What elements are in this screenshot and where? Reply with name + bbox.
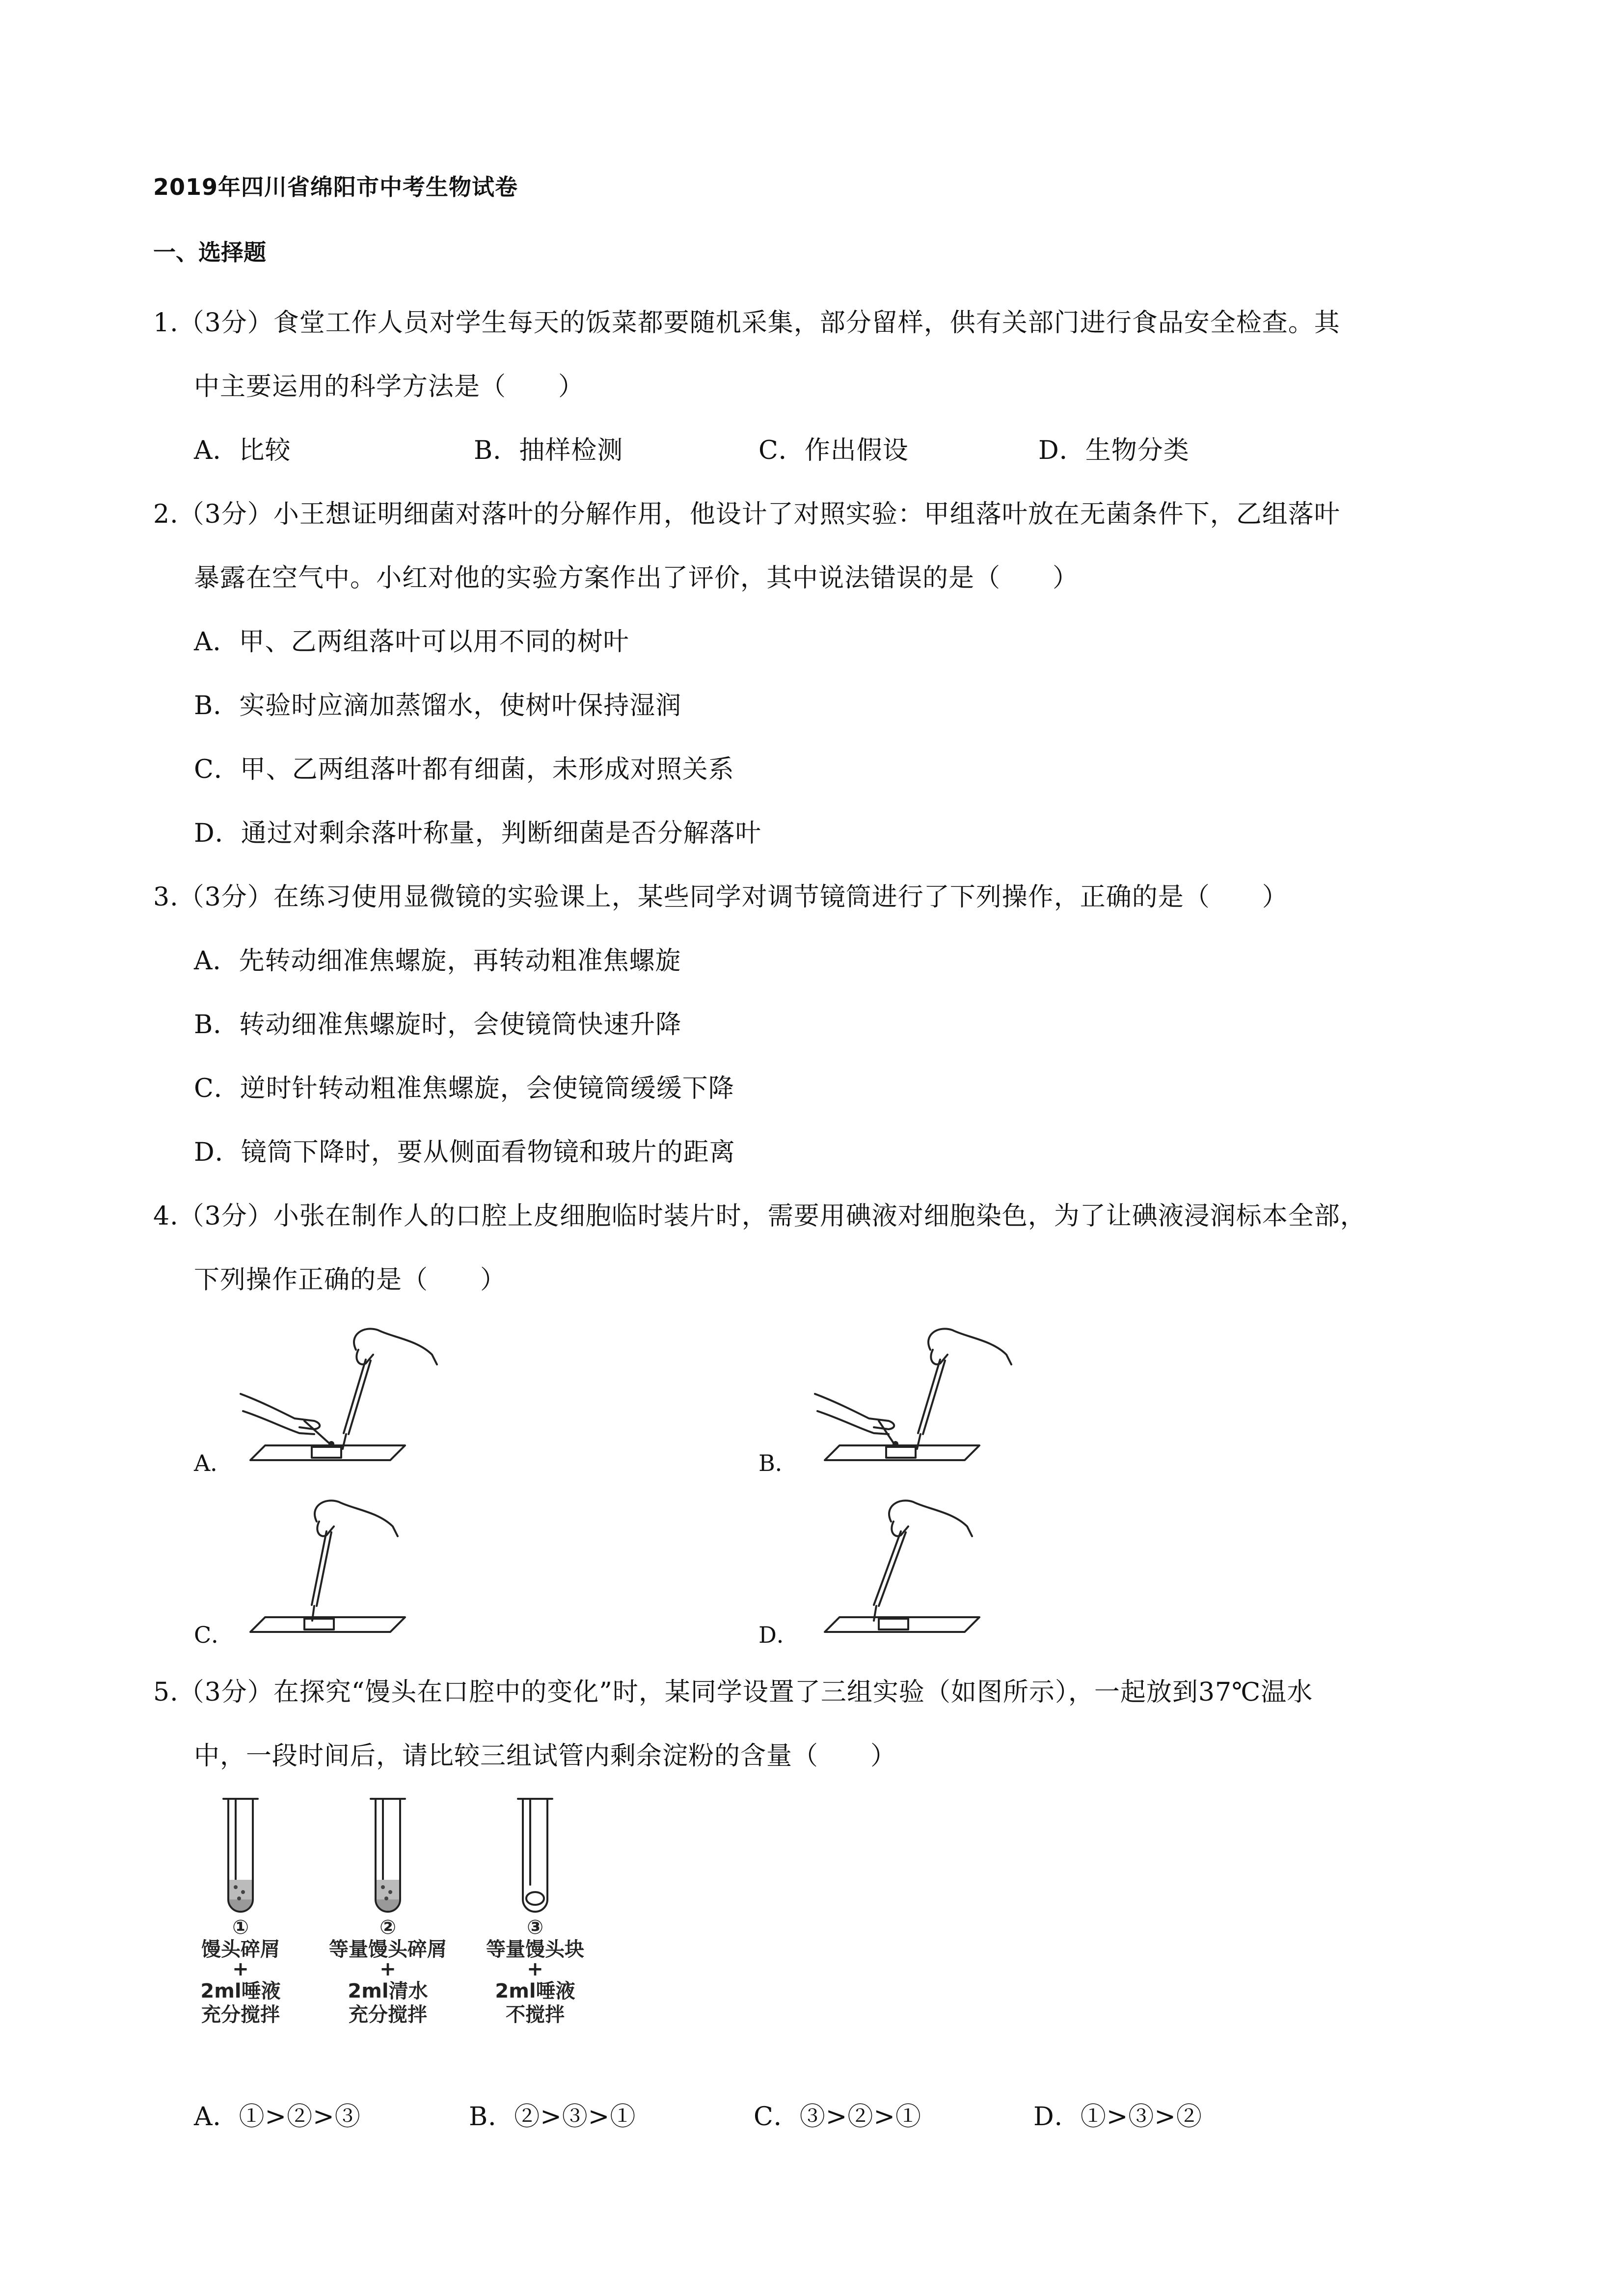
test-tube-2 — [371, 1799, 405, 1912]
q2-option-b: B．实验时应滴加蒸馏水，使树叶保持湿润 — [194, 691, 682, 721]
tube-3-stir: 不搅拌 — [506, 2003, 565, 2026]
tube-1-content: 馒头碎屑 — [201, 1938, 280, 1961]
q1-stem-line2: 中主要运用的科学方法是（ ） — [194, 372, 585, 401]
q4-figure-c — [231, 1492, 447, 1644]
q4-figure-a — [231, 1320, 447, 1472]
test-tube-1 — [223, 1799, 258, 1912]
q5-option-c: C．③>②>① — [754, 2102, 921, 2132]
q2-stem-line2: 暴露在空气中。小红对他的实验方案作出了评价，其中说法错误的是（ ） — [194, 563, 1079, 593]
q1-option-d: D．生物分类 — [1038, 436, 1190, 465]
q4-stem-line1: 4.（3分）小张在制作人的口腔上皮细胞临时装片时，需要用碘液对细胞染色，为了让碘液浸润标本全部， — [153, 1201, 1366, 1231]
q3-stem-line1: 3.（3分）在练习使用显微镜的实验课上，某些同学对调节镜筒进行了下列操作，正确的是（ ） — [153, 882, 1288, 912]
q5-test-tubes-figure — [194, 1787, 636, 2081]
page-title: 2019年四川省绵阳市中考生物试卷 — [153, 174, 518, 200]
tube-1-number: ① — [232, 1916, 249, 1939]
q4-option-d-label: D． — [758, 1622, 799, 1648]
q5-option-d: D．①>③>② — [1033, 2102, 1202, 2132]
tube-2-stir: 充分搅拌 — [349, 2003, 427, 2026]
q1-option-a: A．比较 — [194, 436, 291, 465]
q4-option-c-label: C． — [194, 1622, 234, 1648]
tube-3-plus: + — [527, 1958, 543, 1980]
q3-option-c: C．逆时针转动粗准焦螺旋，会使镜筒缓缓下降 — [194, 1074, 734, 1103]
tube-2-content: 等量馒头碎屑 — [329, 1938, 447, 1961]
q4-figure-b — [805, 1320, 1021, 1472]
q1-option-c: C．作出假设 — [758, 436, 909, 465]
q2-option-c: C．甲、乙两组落叶都有细菌，未形成对照关系 — [194, 755, 734, 784]
tube-2-number: ② — [379, 1916, 396, 1939]
test-tube-3 — [518, 1799, 552, 1912]
tube-3-liquid: 2ml唾液 — [495, 1980, 575, 2002]
section-heading: 一、选择题 — [153, 239, 266, 266]
q5-option-a: A．①>②>③ — [194, 2102, 361, 2132]
q5-stem-line1: 5.（3分）在探究“馒头在口腔中的变化”时，某同学设置了三组实验（如图所示），一起放到37℃温水 — [153, 1678, 1313, 1707]
q2-stem-line1: 2.（3分）小王想证明细菌对落叶的分解作用，他设计了对照实验：甲组落叶放在无菌条件下，乙组落叶 — [153, 500, 1340, 529]
q4-figure-d — [805, 1492, 1021, 1644]
q3-option-d: D．镜筒下降时，要从侧面看物镜和玻片的距离 — [194, 1138, 735, 1167]
tube-2-plus: + — [379, 1958, 396, 1980]
tube-2-liquid: 2ml清水 — [348, 1980, 428, 2002]
q3-option-a: A．先转动细准焦螺旋，再转动粗准焦螺旋 — [194, 946, 681, 976]
q1-stem-line1: 1.（3分）食堂工作人员对学生每天的饭菜都要随机采集，部分留样，供有关部门进行食品安全检查。其 — [153, 308, 1340, 338]
q5-stem-line2: 中，一段时间后，请比较三组试管内剩余淀粉的含量（ ） — [194, 1741, 897, 1771]
q2-option-a: A．甲、乙两组落叶可以用不同的树叶 — [194, 627, 629, 657]
tube-3-content: 等量馒头块 — [486, 1938, 584, 1961]
q5-option-b: B．②>③>① — [469, 2102, 636, 2132]
tube-1-plus: + — [232, 1958, 249, 1980]
tube-1-liquid: 2ml唾液 — [200, 1980, 281, 2002]
q4-option-b-label: B． — [758, 1450, 798, 1476]
q4-stem-line2: 下列操作正确的是（ ） — [194, 1265, 507, 1295]
q3-option-b: B．转动细准焦螺旋时，会使镜筒快速升降 — [194, 1010, 682, 1040]
q1-option-b: B．抽样检测 — [474, 436, 623, 465]
q2-option-d: D．通过对剩余落叶称量，判断细菌是否分解落叶 — [194, 819, 761, 848]
tube-1-stir: 充分搅拌 — [201, 2003, 280, 2026]
tube-3-number: ③ — [527, 1916, 543, 1939]
q4-option-a-label: A． — [194, 1450, 233, 1476]
